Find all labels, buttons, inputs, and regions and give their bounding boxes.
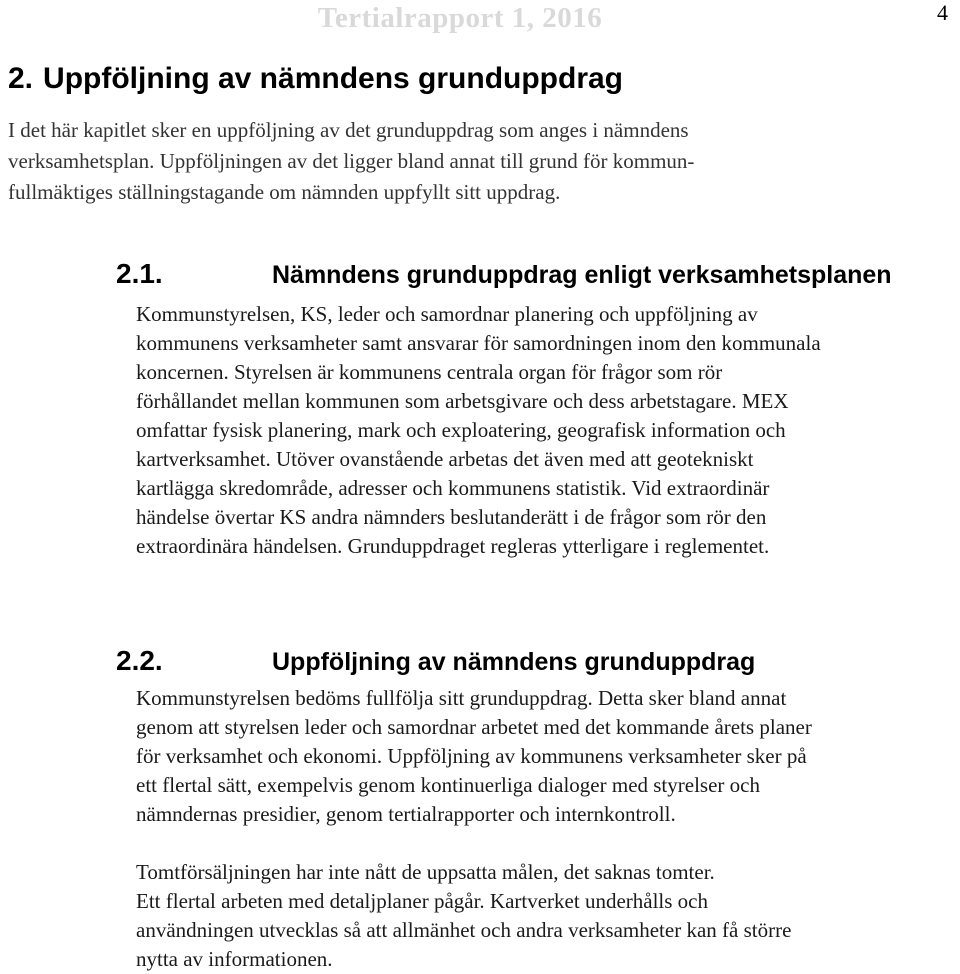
section-title: Uppföljning av nämndens grunduppdrag	[272, 648, 756, 676]
section-number: 2.1.	[116, 258, 163, 289]
body-line: ett flertal sätt, exempelvis genom kontinuerliga dialoger med styrelser och	[136, 773, 760, 797]
body-line: genom att styrelsen leder och samordnar arbetet med det kommande årets planer	[136, 715, 812, 739]
chapter-intro	[8, 115, 888, 208]
page-number: 4	[937, 0, 948, 25]
section-heading-2-1	[116, 258, 892, 290]
section-title: Nämndens grunduppdrag enligt verksamhetsplanen	[272, 261, 892, 289]
chapter-number: 2.	[8, 62, 34, 95]
body-line: händelse övertar KS andra nämnders beslutanderätt i de frågor som rör den	[136, 505, 767, 529]
intro-line: I det här kapitlet sker en uppföljning av det grunduppdrag som anges i nämndens	[8, 118, 689, 142]
section-heading-2-2	[116, 645, 755, 677]
body-line: koncernen. Styrelsen är kommunens centrala organ för frågor som rör	[136, 360, 723, 384]
body-line: omfattar fysisk planering, mark och exploatering, geografisk information och	[136, 418, 786, 442]
body-line: kartverksamhet. Utöver ovanstående arbetas det även med att geotekniskt	[136, 447, 754, 471]
body-line: förhållandet mellan kommunen som arbetsgivare och dess arbetstagare. MEX	[136, 389, 789, 413]
body-line: Tomtförsäljningen har inte nått de uppsatta målen, det saknas tomter.	[136, 860, 715, 884]
chapter-heading	[8, 62, 623, 96]
section-number: 2.2.	[116, 645, 163, 676]
body-line: nämndernas presidier, genom tertialrapporter och internkontroll.	[136, 802, 676, 826]
report-header-title: Tertialrapport 1, 2016	[317, 2, 603, 34]
body-line: Kommunstyrelsen, KS, leder och samordnar planering och uppföljning av	[136, 302, 758, 326]
chapter-title: Uppföljning av nämndens grunduppdrag	[43, 62, 624, 95]
body-line: kartlägga skredområde, adresser och kommunens statistik. Vid extraordinär	[136, 476, 770, 500]
section-2-2-body	[136, 684, 956, 974]
section-2-1-body	[136, 300, 956, 561]
body-line: Ett flertal arbeten med detaljplaner pågår. Kartverket underhålls och	[136, 889, 708, 913]
intro-line: fullmäktiges ställningstagande om nämnden uppfyllt sitt uppdrag.	[8, 180, 561, 204]
body-line: Kommunstyrelsen bedöms fullfölja sitt grunduppdrag. Detta sker bland annat	[136, 686, 787, 710]
body-line: användningen utvecklas så att allmänhet och andra verksamheter kan få större	[136, 918, 792, 942]
body-line: nytta av informationen.	[136, 947, 333, 971]
body-line: kommunens verksamheter samt ansvarar för samordningen inom den kommunala	[136, 331, 821, 355]
body-line: för verksamhet och ekonomi. Uppföljning av kommunens verksamheter sker på	[136, 744, 807, 768]
body-line: extraordinära händelsen. Grunduppdraget regleras ytterligare i reglementet.	[136, 534, 770, 558]
intro-line: verksamhetsplan. Uppföljningen av det ligger bland annat till grund för kommun-	[8, 149, 695, 173]
